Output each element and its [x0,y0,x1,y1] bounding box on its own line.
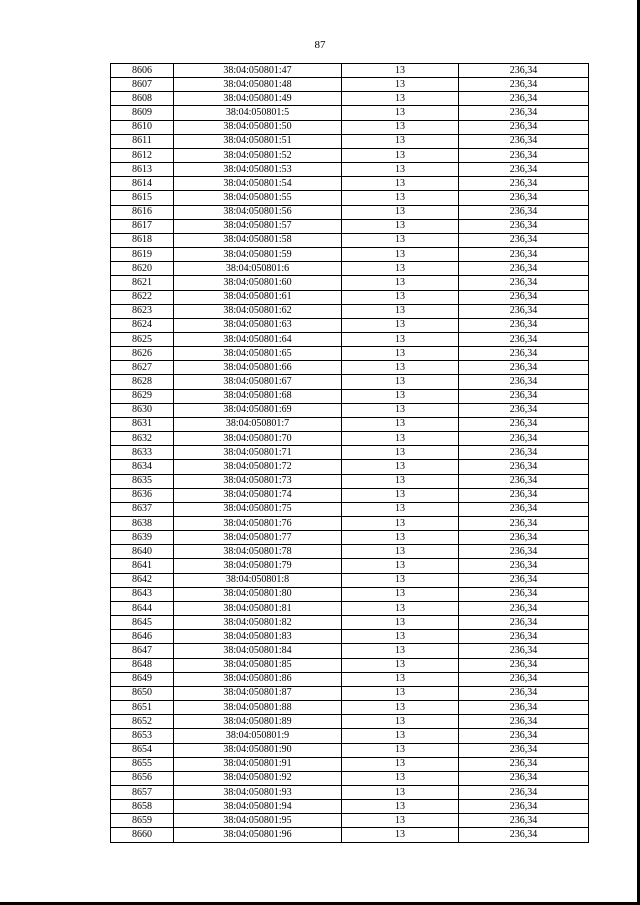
table-row [111,715,589,729]
area-cell: 236,34 [459,347,589,361]
table-row [111,432,589,446]
row-number-cell: 8608 [111,92,174,106]
table-row [111,757,589,771]
row-number-cell: 8651 [111,701,174,715]
row-number-cell: 8638 [111,517,174,531]
row-number-cell: 8609 [111,106,174,120]
row-number-cell: 8659 [111,814,174,828]
area-cell: 236,34 [459,64,589,78]
cadastral-number-cell: 38:04:050801:70 [174,432,342,446]
cadastral-number-cell: 38:04:050801:50 [174,120,342,134]
quantity-cell: 13 [342,332,459,346]
quantity-cell: 13 [342,488,459,502]
table-row [111,616,589,630]
table-row [111,219,589,233]
row-number-cell: 8627 [111,361,174,375]
area-cell: 236,34 [459,120,589,134]
table-row [111,318,589,332]
cadastral-number-cell: 38:04:050801:56 [174,205,342,219]
quantity-cell: 13 [342,545,459,559]
cadastral-number-cell: 38:04:050801:62 [174,304,342,318]
quantity-cell: 13 [342,120,459,134]
table-row [111,644,589,658]
area-cell: 236,34 [459,715,589,729]
area-cell: 236,34 [459,630,589,644]
area-cell: 236,34 [459,701,589,715]
cadastral-number-cell: 38:04:050801:90 [174,743,342,757]
row-number-cell: 8614 [111,177,174,191]
row-number-cell: 8639 [111,531,174,545]
area-cell: 236,34 [459,601,589,615]
row-number-cell: 8640 [111,545,174,559]
row-number-cell: 8631 [111,417,174,431]
table-row [111,361,589,375]
row-number-cell: 8649 [111,672,174,686]
quantity-cell: 13 [342,460,459,474]
quantity-cell: 13 [342,502,459,516]
row-number-cell: 8635 [111,474,174,488]
table-row [111,531,589,545]
area-cell: 236,34 [459,644,589,658]
cadastral-number-cell: 38:04:050801:91 [174,757,342,771]
table-row [111,233,589,247]
area-cell: 236,34 [459,573,589,587]
registry-table [110,63,589,843]
cadastral-number-cell: 38:04:050801:68 [174,389,342,403]
cadastral-number-cell: 38:04:050801:5 [174,106,342,120]
table-row [111,800,589,814]
cadastral-number-cell: 38:04:050801:49 [174,92,342,106]
cadastral-number-cell: 38:04:050801:55 [174,191,342,205]
area-cell: 236,34 [459,502,589,516]
table-row [111,417,589,431]
row-number-cell: 8607 [111,78,174,92]
cadastral-number-cell: 38:04:050801:67 [174,375,342,389]
cadastral-number-cell: 38:04:050801:53 [174,163,342,177]
row-number-cell: 8616 [111,205,174,219]
area-cell: 236,34 [459,262,589,276]
cadastral-number-cell: 38:04:050801:72 [174,460,342,474]
quantity-cell: 13 [342,785,459,799]
row-number-cell: 8618 [111,233,174,247]
quantity-cell: 13 [342,375,459,389]
quantity-cell: 13 [342,290,459,304]
area-cell: 236,34 [459,488,589,502]
area-cell: 236,34 [459,389,589,403]
cadastral-number-cell: 38:04:050801:92 [174,771,342,785]
cadastral-number-cell: 38:04:050801:7 [174,417,342,431]
area-cell: 236,34 [459,332,589,346]
row-number-cell: 8633 [111,446,174,460]
quantity-cell: 13 [342,446,459,460]
cadastral-number-cell: 38:04:050801:83 [174,630,342,644]
row-number-cell: 8644 [111,601,174,615]
row-number-cell: 8641 [111,559,174,573]
quantity-cell: 13 [342,601,459,615]
quantity-cell: 13 [342,644,459,658]
cadastral-number-cell: 38:04:050801:78 [174,545,342,559]
table-row [111,163,589,177]
quantity-cell: 13 [342,64,459,78]
area-cell: 236,34 [459,800,589,814]
area-cell: 236,34 [459,814,589,828]
table-row [111,559,589,573]
quantity-cell: 13 [342,134,459,148]
cadastral-number-cell: 38:04:050801:87 [174,686,342,700]
quantity-cell: 13 [342,389,459,403]
row-number-cell: 8643 [111,587,174,601]
area-cell: 236,34 [459,545,589,559]
table-row [111,92,589,106]
quantity-cell: 13 [342,248,459,262]
row-number-cell: 8612 [111,148,174,162]
quantity-cell: 13 [342,403,459,417]
row-number-cell: 8630 [111,403,174,417]
table-row [111,573,589,587]
cadastral-number-cell: 38:04:050801:79 [174,559,342,573]
row-number-cell: 8660 [111,828,174,842]
cadastral-number-cell: 38:04:050801:57 [174,219,342,233]
cadastral-number-cell: 38:04:050801:96 [174,828,342,842]
table-row [111,78,589,92]
table-row [111,686,589,700]
area-cell: 236,34 [459,446,589,460]
table-row [111,332,589,346]
area-cell: 236,34 [459,658,589,672]
row-number-cell: 8642 [111,573,174,587]
quantity-cell: 13 [342,432,459,446]
table-row [111,120,589,134]
table-row [111,205,589,219]
quantity-cell: 13 [342,616,459,630]
row-number-cell: 8646 [111,630,174,644]
quantity-cell: 13 [342,729,459,743]
row-number-cell: 8652 [111,715,174,729]
cadastral-number-cell: 38:04:050801:54 [174,177,342,191]
cadastral-number-cell: 38:04:050801:88 [174,701,342,715]
cadastral-number-cell: 38:04:050801:51 [174,134,342,148]
table-row [111,545,589,559]
area-cell: 236,34 [459,771,589,785]
area-cell: 236,34 [459,375,589,389]
table-row [111,148,589,162]
row-number-cell: 8654 [111,743,174,757]
area-cell: 236,34 [459,191,589,205]
area-cell: 236,34 [459,559,589,573]
table-row [111,587,589,601]
table-row [111,134,589,148]
table-row [111,403,589,417]
area-cell: 236,34 [459,304,589,318]
cadastral-number-cell: 38:04:050801:82 [174,616,342,630]
table-row [111,743,589,757]
row-number-cell: 8657 [111,785,174,799]
area-cell: 236,34 [459,134,589,148]
row-number-cell: 8606 [111,64,174,78]
cadastral-number-cell: 38:04:050801:74 [174,488,342,502]
quantity-cell: 13 [342,701,459,715]
row-number-cell: 8648 [111,658,174,672]
area-cell: 236,34 [459,474,589,488]
table-row [111,446,589,460]
area-cell: 236,34 [459,78,589,92]
quantity-cell: 13 [342,205,459,219]
row-number-cell: 8632 [111,432,174,446]
row-number-cell: 8629 [111,389,174,403]
area-cell: 236,34 [459,276,589,290]
quantity-cell: 13 [342,800,459,814]
row-number-cell: 8613 [111,163,174,177]
table-row [111,248,589,262]
area-cell: 236,34 [459,743,589,757]
quantity-cell: 13 [342,573,459,587]
quantity-cell: 13 [342,148,459,162]
area-cell: 236,34 [459,460,589,474]
cadastral-number-cell: 38:04:050801:69 [174,403,342,417]
cadastral-number-cell: 38:04:050801:59 [174,248,342,262]
row-number-cell: 8619 [111,248,174,262]
area-cell: 236,34 [459,729,589,743]
table-row [111,177,589,191]
cadastral-number-cell: 38:04:050801:9 [174,729,342,743]
area-cell: 236,34 [459,757,589,771]
quantity-cell: 13 [342,517,459,531]
cadastral-number-cell: 38:04:050801:81 [174,601,342,615]
row-number-cell: 8617 [111,219,174,233]
cadastral-number-cell: 38:04:050801:84 [174,644,342,658]
table-row [111,771,589,785]
quantity-cell: 13 [342,743,459,757]
cadastral-number-cell: 38:04:050801:76 [174,517,342,531]
cadastral-number-cell: 38:04:050801:64 [174,332,342,346]
row-number-cell: 8655 [111,757,174,771]
table-row [111,502,589,516]
quantity-cell: 13 [342,304,459,318]
row-number-cell: 8658 [111,800,174,814]
table-row [111,488,589,502]
area-cell: 236,34 [459,92,589,106]
quantity-cell: 13 [342,658,459,672]
table-row [111,828,589,842]
cadastral-number-cell: 38:04:050801:63 [174,318,342,332]
table-row [111,304,589,318]
row-number-cell: 8621 [111,276,174,290]
table-row [111,64,589,78]
row-number-cell: 8634 [111,460,174,474]
row-number-cell: 8636 [111,488,174,502]
cadastral-number-cell: 38:04:050801:60 [174,276,342,290]
area-cell: 236,34 [459,318,589,332]
cadastral-number-cell: 38:04:050801:75 [174,502,342,516]
row-number-cell: 8624 [111,318,174,332]
cadastral-number-cell: 38:04:050801:65 [174,347,342,361]
area-cell: 236,34 [459,517,589,531]
table-row [111,601,589,615]
cadastral-number-cell: 38:04:050801:71 [174,446,342,460]
area-cell: 236,34 [459,531,589,545]
cadastral-number-cell: 38:04:050801:52 [174,148,342,162]
quantity-cell: 13 [342,233,459,247]
area-cell: 236,34 [459,432,589,446]
row-number-cell: 8650 [111,686,174,700]
quantity-cell: 13 [342,361,459,375]
table-row [111,262,589,276]
page-number: 87 [314,39,326,51]
area-cell: 236,34 [459,233,589,247]
table-row [111,630,589,644]
table-row [111,701,589,715]
table-row [111,290,589,304]
quantity-cell: 13 [342,587,459,601]
table-row [111,785,589,799]
area-cell: 236,34 [459,290,589,304]
cadastral-number-cell: 38:04:050801:58 [174,233,342,247]
area-cell: 236,34 [459,587,589,601]
quantity-cell: 13 [342,219,459,233]
quantity-cell: 13 [342,417,459,431]
table-row [111,347,589,361]
quantity-cell: 13 [342,531,459,545]
area-cell: 236,34 [459,219,589,233]
table-body [111,64,589,843]
table-row [111,276,589,290]
table-row [111,672,589,686]
quantity-cell: 13 [342,771,459,785]
quantity-cell: 13 [342,630,459,644]
cadastral-number-cell: 38:04:050801:66 [174,361,342,375]
area-cell: 236,34 [459,361,589,375]
area-cell: 236,34 [459,417,589,431]
cadastral-number-cell: 38:04:050801:85 [174,658,342,672]
row-number-cell: 8628 [111,375,174,389]
cadastral-number-cell: 38:04:050801:6 [174,262,342,276]
quantity-cell: 13 [342,814,459,828]
row-number-cell: 8645 [111,616,174,630]
cadastral-number-cell: 38:04:050801:61 [174,290,342,304]
table-row [111,389,589,403]
row-number-cell: 8615 [111,191,174,205]
table-row [111,517,589,531]
cadastral-number-cell: 38:04:050801:94 [174,800,342,814]
quantity-cell: 13 [342,163,459,177]
area-cell: 236,34 [459,106,589,120]
quantity-cell: 13 [342,757,459,771]
cadastral-number-cell: 38:04:050801:80 [174,587,342,601]
row-number-cell: 8653 [111,729,174,743]
quantity-cell: 13 [342,78,459,92]
table-row [111,375,589,389]
row-number-cell: 8622 [111,290,174,304]
quantity-cell: 13 [342,347,459,361]
area-cell: 236,34 [459,672,589,686]
quantity-cell: 13 [342,191,459,205]
row-number-cell: 8647 [111,644,174,658]
quantity-cell: 13 [342,106,459,120]
cadastral-number-cell: 38:04:050801:86 [174,672,342,686]
row-number-cell: 8637 [111,502,174,516]
quantity-cell: 13 [342,686,459,700]
area-cell: 236,34 [459,177,589,191]
quantity-cell: 13 [342,262,459,276]
table-row [111,474,589,488]
table-row [111,191,589,205]
area-cell: 236,34 [459,616,589,630]
cadastral-number-cell: 38:04:050801:47 [174,64,342,78]
row-number-cell: 8623 [111,304,174,318]
quantity-cell: 13 [342,715,459,729]
row-number-cell: 8625 [111,332,174,346]
area-cell: 236,34 [459,163,589,177]
cadastral-number-cell: 38:04:050801:89 [174,715,342,729]
table-row [111,658,589,672]
table-row [111,814,589,828]
table-row [111,729,589,743]
quantity-cell: 13 [342,559,459,573]
cadastral-number-cell: 38:04:050801:77 [174,531,342,545]
row-number-cell: 8656 [111,771,174,785]
area-cell: 236,34 [459,403,589,417]
quantity-cell: 13 [342,92,459,106]
area-cell: 236,34 [459,686,589,700]
cadastral-number-cell: 38:04:050801:48 [174,78,342,92]
cadastral-number-cell: 38:04:050801:95 [174,814,342,828]
quantity-cell: 13 [342,276,459,290]
quantity-cell: 13 [342,474,459,488]
quantity-cell: 13 [342,672,459,686]
quantity-cell: 13 [342,828,459,842]
table-row [111,460,589,474]
row-number-cell: 8611 [111,134,174,148]
row-number-cell: 8626 [111,347,174,361]
cadastral-number-cell: 38:04:050801:93 [174,785,342,799]
row-number-cell: 8610 [111,120,174,134]
area-cell: 236,34 [459,248,589,262]
cadastral-number-cell: 38:04:050801:73 [174,474,342,488]
area-cell: 236,34 [459,785,589,799]
table-row [111,106,589,120]
area-cell: 236,34 [459,148,589,162]
quantity-cell: 13 [342,177,459,191]
quantity-cell: 13 [342,318,459,332]
area-cell: 236,34 [459,828,589,842]
area-cell: 236,34 [459,205,589,219]
cadastral-number-cell: 38:04:050801:8 [174,573,342,587]
row-number-cell: 8620 [111,262,174,276]
